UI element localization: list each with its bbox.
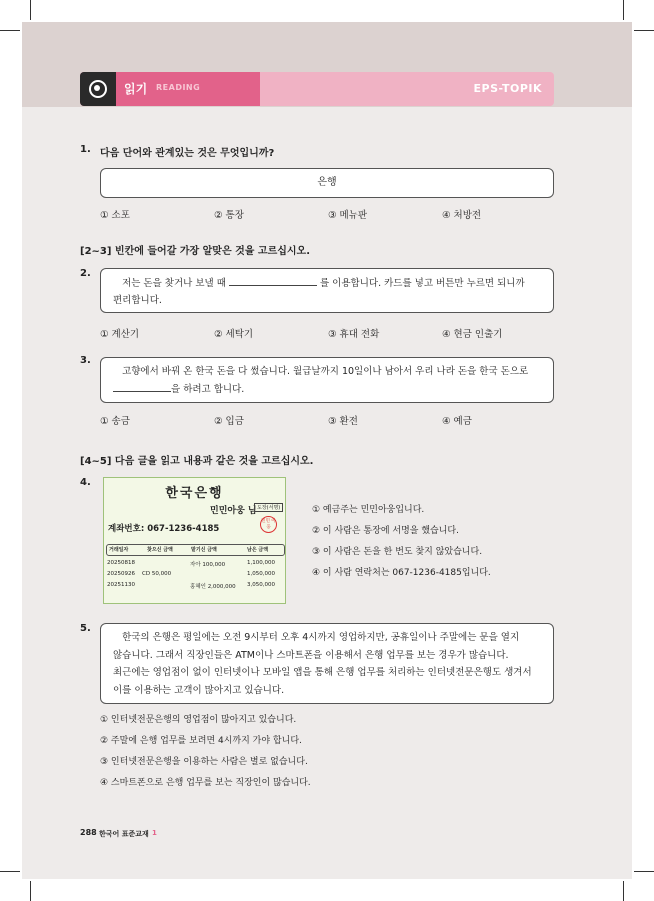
q5-option-4[interactable]: ④ 스마트폰으로 은행 업무를 보는 직장인이 많습니다. (100, 778, 311, 788)
q3-line-1 (113, 363, 541, 380)
crop-mark (634, 871, 654, 872)
header-right (260, 72, 554, 106)
q5-passage-box (100, 623, 554, 704)
q4-option-1[interactable]: ① 예금주는 민민아웅입니다. (312, 505, 425, 515)
q2-passage-box (100, 268, 554, 313)
bankbook-table-header (106, 544, 285, 556)
col-balance: 남은 금액 (247, 547, 269, 553)
crop-mark (623, 881, 624, 901)
crop-mark (634, 30, 654, 31)
q5-line-4: 이를 이용하는 고객이 많아지고 있습니다. (113, 684, 285, 696)
q2-text-after: 를 이용합니다. 카드를 넣고 버튼만 누르면 되니까 (319, 278, 525, 289)
q5-options (100, 710, 311, 794)
section-2-3-instruction: [2~3] 빈칸에 들어갈 가장 알맞은 것을 고르십시오. (80, 246, 311, 257)
col-deposit: 맡기신 금액 (191, 547, 217, 553)
q3-line-2 (113, 380, 541, 398)
q4-number: 4. (80, 477, 91, 488)
crop-mark (30, 0, 31, 20)
row-2-withdraw: CD 50,000 (142, 571, 172, 577)
q1-option-2[interactable]: ② 통장 (214, 210, 244, 221)
q5-line-2: 않습니다. 그래서 직장인들은 ATM이나 스마트폰을 이용해서 은행 업무를 보는 경우가 많습니다. (113, 649, 509, 661)
bankbook-seal: 민민 아웅 (260, 516, 277, 533)
q4-option-3[interactable]: ③ 이 사람은 돈을 한 번도 찾지 않았습니다. (312, 547, 483, 557)
q2-option-1[interactable]: ① 계산기 (100, 329, 140, 340)
row-2-balance: 1,050,000 (247, 571, 275, 577)
bankbook-title: 한국은행 (165, 486, 224, 501)
row-3-deposit: 홍혜인 2,000,000 (190, 584, 236, 590)
q2-option-3[interactable]: ③ 휴대 전화 (328, 329, 380, 340)
q3-option-3[interactable]: ③ 환전 (328, 416, 358, 427)
q2-blank[interactable] (229, 274, 317, 286)
q1-option-3[interactable]: ③ 메뉴판 (328, 210, 368, 221)
crop-mark (0, 30, 20, 31)
crop-mark (0, 871, 20, 872)
bankbook-owner-tag: 도장(서명) (254, 503, 283, 512)
q4-option-2[interactable]: ② 이 사람은 통장에 서명을 했습니다. (312, 526, 459, 536)
bankbook-image (103, 477, 286, 604)
q5-number: 5. (80, 623, 91, 634)
row-2-date: 20250926 (107, 571, 135, 577)
q1-number: 1. (80, 144, 91, 155)
q5-line-3: 최근에는 영업점이 없이 인터넷이나 모바일 앱을 통해 은행 업무를 처리하는 인터넷전문은행도 생겨서 (113, 667, 532, 678)
q5-option-2[interactable]: ② 주말에 은행 업무를 보려면 4시까지 가야 합니다. (100, 736, 302, 746)
q3-text-after: 을 하려고 합니다. (171, 384, 245, 395)
q2-line-2: 편리합니다. (113, 295, 162, 306)
q2-number: 2. (80, 268, 91, 279)
q3-text-line1: 고향에서 바꿔 온 한국 돈을 다 썼습니다. 월급날까지 10일이나 남아서 우리 나라 돈을 한국 돈으로 (122, 366, 529, 377)
q3-number: 3. (80, 355, 91, 366)
crop-mark (623, 0, 624, 20)
q1-word: 은행 (317, 177, 337, 188)
header-subtitle: READING (156, 83, 201, 92)
header-icon-box (80, 72, 116, 106)
col-date: 거래일자 (109, 547, 129, 553)
row-1-balance: 1,100,000 (247, 560, 275, 566)
q2-option-2[interactable]: ② 세탁기 (214, 329, 254, 340)
q3-passage-box (100, 357, 554, 403)
row-1-deposit: 자아 100,000 (190, 562, 226, 568)
q3-option-1[interactable]: ① 송금 (100, 416, 130, 427)
crop-mark (30, 881, 31, 901)
q3-blank[interactable] (113, 380, 171, 392)
q1-option-4[interactable]: ④ 처방전 (442, 210, 482, 221)
reading-icon (89, 80, 107, 98)
bankbook-account: 계좌번호: 067-1236-4185 (108, 524, 220, 534)
q5-line-1 (113, 629, 541, 647)
book-title: 한국어 표준교재 (99, 830, 149, 838)
q4-option-4[interactable]: ④ 이 사람 연락처는 067-1236-4185입니다. (312, 568, 491, 578)
section-header (80, 72, 554, 106)
bankbook-owner: 민민아웅 님 (210, 506, 257, 516)
q2-option-4[interactable]: ④ 현금 인출기 (442, 329, 503, 340)
header-left (80, 72, 260, 106)
q1-question: 다음 단어와 관계있는 것은 무엇입니까? (100, 148, 275, 159)
q5-line-1-text: 한국의 은행은 평일에는 오전 9시부터 오후 4시까지 영업하지만, 공휴일이나 주말에는 문을 열지 (122, 632, 520, 643)
book-volume: 1 (152, 829, 157, 837)
section-4-5-instruction: [4~5] 다음 글을 읽고 내용과 같은 것을 고르십시오. (80, 456, 314, 467)
q1-option-1[interactable]: ① 소포 (100, 210, 130, 221)
q1-word-box (100, 168, 554, 198)
q3-option-4[interactable]: ④ 예금 (442, 416, 472, 427)
q5-option-3[interactable]: ③ 인터넷전문은행을 이용하는 사람은 별로 없습니다. (100, 757, 308, 767)
col-withdraw: 찾으신 금액 (147, 547, 173, 553)
row-3-balance: 3,050,000 (247, 582, 275, 588)
page-number: 288 (80, 828, 97, 837)
header-title: 읽기 (124, 82, 148, 96)
brand-label: EPS-TOPIK (473, 82, 542, 95)
q4-options (312, 500, 491, 584)
q2-line-1 (113, 274, 541, 292)
row-3-date: 20251130 (107, 582, 135, 588)
q2-text-before: 저는 돈을 찾거나 보낼 때 (122, 278, 226, 289)
q5-option-1[interactable]: ① 인터넷전문은행의 영업점이 많아지고 있습니다. (100, 715, 297, 725)
q3-option-2[interactable]: ② 입금 (214, 416, 244, 427)
row-1-date: 20250818 (107, 560, 135, 566)
